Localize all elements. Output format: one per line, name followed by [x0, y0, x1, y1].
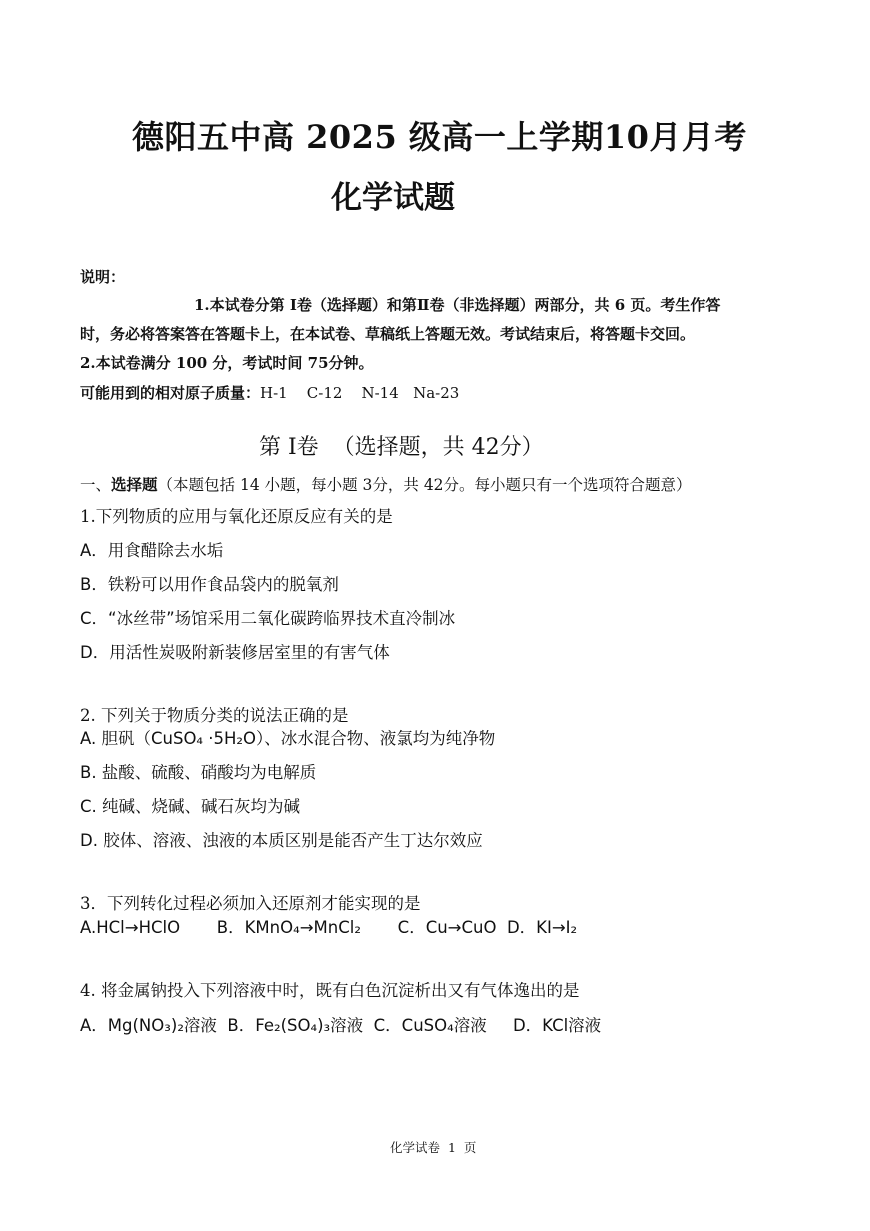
- atomic-mass-label: 可能用到的相对原子质量：: [80, 384, 261, 402]
- question-1-option-d: D．用活性炭吸附新装修居室里的有害气体: [80, 643, 390, 662]
- question-2-option-d: D. 胶体、溶液、浊液的本质区别是能否产生丁达尔效应: [80, 831, 483, 850]
- instructions-rest: （本题包括 14 小题，每小题 3分，共 42分。每小题只有一个选项符合题意）: [157, 476, 692, 494]
- instructions-prefix: 一、: [80, 476, 112, 494]
- question-4-options: A．Mg(NO₃)₂溶液 B．Fe₂(SO₄)₃溶液 C．CuSO₄溶液 D．KCl溶液: [80, 1016, 602, 1035]
- notes-line-1: 1.本试卷分第 Ⅰ卷（选择题）和第Ⅱ卷（非选择题）两部分，共 6 页。考生作答: [194, 296, 721, 314]
- question-3-stem: 3．下列转化过程必须加入还原剂才能实现的是: [80, 894, 421, 913]
- notes-heading: 说明：: [80, 268, 126, 286]
- question-1-option-c: C．“冰丝带”场馆采用二氧化碳跨临界技术直冷制冰: [80, 609, 456, 628]
- section-instructions: [80, 473, 692, 495]
- atomic-mass-line: [80, 382, 459, 403]
- exam-subtitle: 化学试题: [331, 180, 455, 216]
- question-1-stem: 1.下列物质的应用与氧化还原反应有关的是: [80, 507, 393, 526]
- question-2-option-b: B. 盐酸、硫酸、硝酸均为电解质: [80, 763, 317, 782]
- question-3-options: A.HCl→HClO B．KMnO₄→MnCl₂ C．Cu→CuO D．KI→I₂: [80, 918, 578, 937]
- question-1-option-a: A．用食醋除去水垢: [80, 541, 224, 560]
- notes-line-3: 2.本试卷满分 100 分，考试时间 75分钟。: [80, 354, 374, 372]
- question-4-stem: 4. 将金属钠投入下列溶液中时，既有白色沉淀析出又有气体逸出的是: [80, 981, 580, 1000]
- atomic-mass-values: H-1 C-12 N-14 Na-23: [260, 384, 460, 402]
- section-title: 第 Ⅰ卷 （选择题，共 42分）: [259, 435, 544, 460]
- question-2-option-a: A. 胆矾（CuSO₄ ·5H₂O）、冰水混合物、液氯均为纯净物: [80, 729, 496, 748]
- notes-line-2: 时，务必将答案答在答题卡上，在本试卷、草稿纸上答题无效。考试结束后，将答题卡交回。: [80, 325, 696, 343]
- instructions-bold: 选择题: [111, 475, 158, 494]
- question-1-option-b: B．铁粉可以用作食品袋内的脱氧剂: [80, 575, 339, 594]
- page-footer: 化学试卷 1 页: [390, 1140, 477, 1155]
- question-2-option-c: C. 纯碱、烧碱、碱石灰均为碱: [80, 797, 301, 816]
- question-2-stem: 2. 下列关于物质分类的说法正确的是: [80, 706, 349, 725]
- exam-title: 德阳五中高 2025 级高一上学期10月月考: [132, 118, 747, 156]
